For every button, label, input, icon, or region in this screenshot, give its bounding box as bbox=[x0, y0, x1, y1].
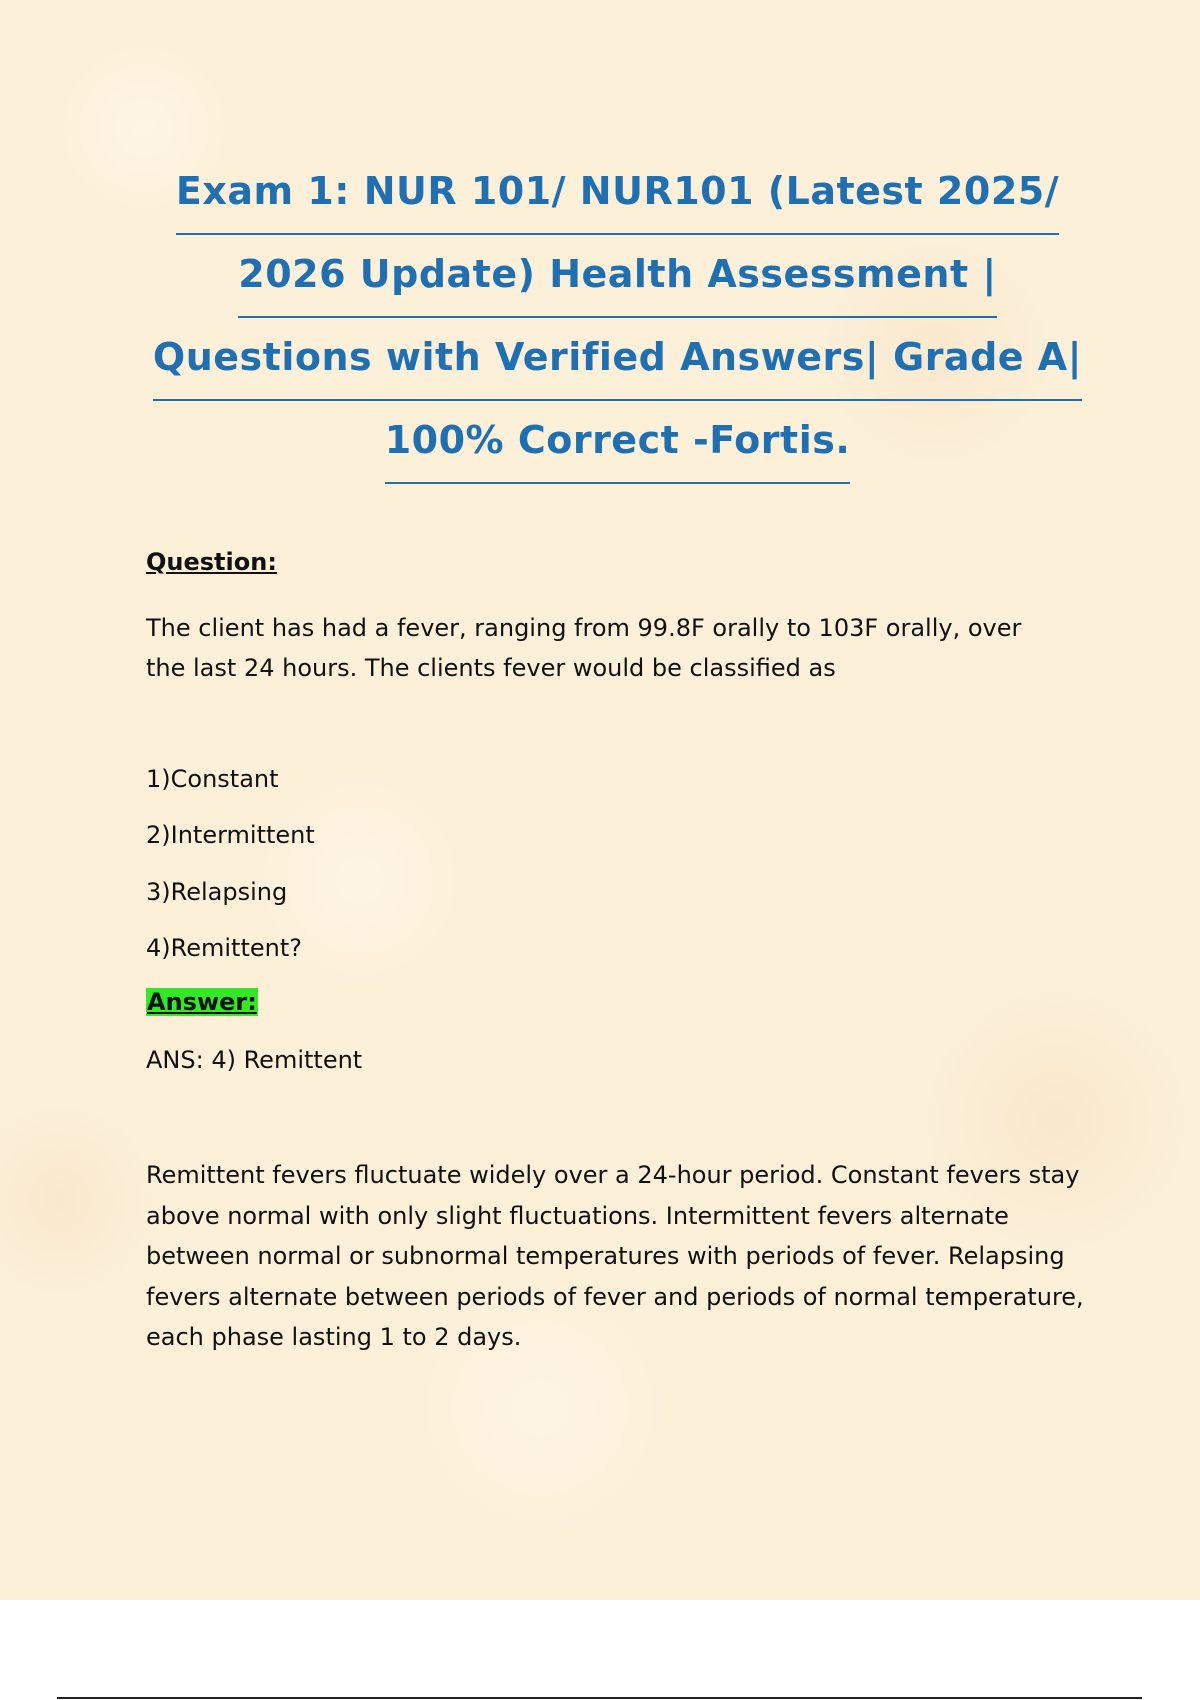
document-title bbox=[150, 150, 1085, 482]
answer-explanation: Remittent fevers fluctuate widely over a 24-hour period. Constant fevers stay above normal with only slight fluctuations. Intermittent fevers alternate between normal or subnormal temperatures with periods of fever. Relapsing fevers alternate between periods of fever and periods of normal temperature, each phase lasting 1 to 2 days. bbox=[146, 1161, 1084, 1351]
footer-divider bbox=[57, 1697, 1142, 1699]
option-2: 2)Intermittent bbox=[146, 821, 315, 849]
option-4: 4)Remittent? bbox=[146, 934, 302, 962]
answer-label: Answer: bbox=[147, 988, 257, 1016]
option-1: 1)Constant bbox=[146, 765, 279, 793]
title-line-4: 100% Correct -Fortis. bbox=[385, 399, 851, 484]
question-label: Question: bbox=[146, 548, 277, 576]
option-3: 3)Relapsing bbox=[146, 878, 288, 906]
title-line-2: 2026 Update) Health Assessment | bbox=[238, 233, 996, 318]
answer-text: ANS: 4) Remittent bbox=[146, 1046, 363, 1074]
title-line-1: Exam 1: NUR 101/ NUR101 (Latest 2025/ bbox=[176, 150, 1059, 235]
title-line-3: Questions with Verified Answers| Grade A| bbox=[153, 316, 1082, 401]
question-text: The client has had a fever, ranging from 99.8F orally to 103F orally, over the last 24 hours. The clients fever would be classified as bbox=[146, 614, 1022, 682]
